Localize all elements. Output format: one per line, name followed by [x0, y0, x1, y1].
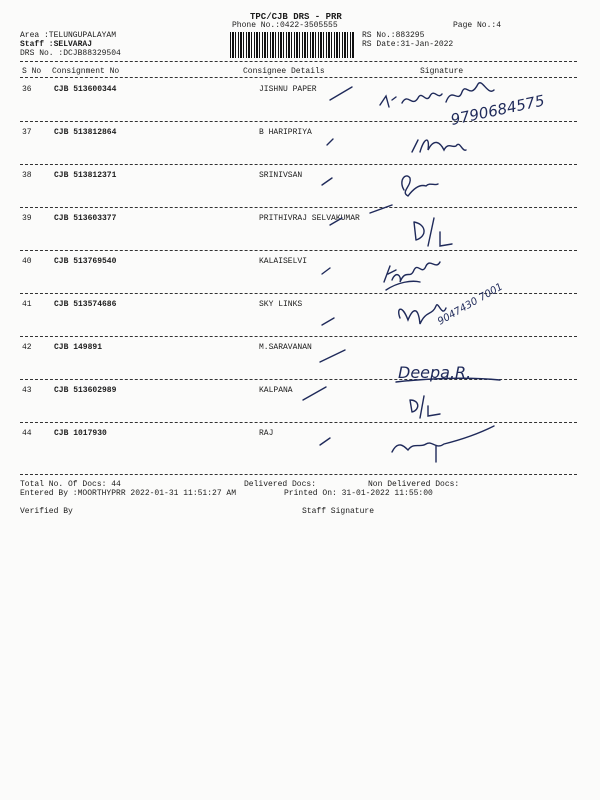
staff-label: Staff :SELVARAJ	[20, 40, 93, 49]
row-consignment-number: CJB 513812864	[54, 128, 117, 137]
area-label: Area :TELUNGUPALAYAM	[20, 31, 117, 40]
row-consignment-number: CJB 513812371	[54, 171, 117, 180]
signature-phone-text: 9790684575	[449, 91, 547, 129]
col-consignee: Consignee Details	[243, 67, 325, 76]
row-consignee-name: B HARIPRIYA	[259, 128, 312, 137]
row-consignment-number: CJB 513769540	[54, 257, 117, 266]
barcode	[230, 32, 354, 58]
total-docs: Total No. Of Docs: 44	[20, 480, 121, 489]
row-divider	[20, 207, 577, 208]
row-divider	[20, 336, 577, 337]
drs-number: DRS No. :DCJB88329504	[20, 49, 121, 58]
footer-divider	[20, 474, 577, 475]
row-consignee-name: KALAISELVI	[259, 257, 308, 266]
row-consignee-name: KALPANA	[259, 386, 293, 395]
row-consignee-name: JISHNU PAPER	[259, 85, 317, 94]
row-serial-number: 41	[22, 300, 32, 309]
row-serial-number: 42	[22, 343, 32, 352]
row-divider	[20, 121, 577, 122]
header-divider-top	[20, 61, 577, 62]
col-sno: S No	[22, 67, 42, 76]
row-serial-number: 40	[22, 257, 32, 266]
verified-by-label: Verified By	[20, 507, 73, 516]
page-number: Page No.:4	[453, 21, 502, 30]
row-divider	[20, 250, 577, 251]
row-serial-number: 43	[22, 386, 32, 395]
row-consignee-name: RAJ	[259, 429, 274, 438]
delivered-docs: Delivered Docs:	[244, 480, 317, 489]
row-serial-number: 38	[22, 171, 32, 180]
row-divider	[20, 379, 577, 380]
row-consignee-name: SRINIVSAN	[259, 171, 303, 180]
col-consignment: Consignment No	[52, 67, 120, 76]
row-consignment-number: CJB 513603377	[54, 214, 117, 223]
signature-deepa-text: Deepa.R.	[398, 363, 472, 382]
row-divider	[20, 164, 577, 165]
rs-number: RS No.:883295	[362, 31, 425, 40]
row-serial-number: 39	[22, 214, 32, 223]
row-consignee-name: SKY LINKS	[259, 300, 303, 309]
row-consignment-number: CJB 513600344	[54, 85, 117, 94]
rs-date: RS Date:31-Jan-2022	[362, 40, 454, 49]
row-consignment-number: CJB 1017930	[54, 429, 107, 438]
row-consignment-number: CJB 149891	[54, 343, 103, 352]
printed-on: Printed On: 31-01-2022 11:55:00	[284, 489, 433, 498]
entered-by: Entered By :MOORTHYPRR 2022-01-31 11:51:27 AM	[20, 489, 237, 498]
row-serial-number: 36	[22, 85, 32, 94]
row-consignment-number: CJB 513574686	[54, 300, 117, 309]
staff-signature-label: Staff Signature	[302, 507, 375, 516]
phone-number: Phone No.:0422-3505555	[232, 21, 338, 30]
row-consignee-name: M.SARAVANAN	[259, 343, 312, 352]
row-divider	[20, 293, 577, 294]
header-divider-bottom	[20, 77, 577, 78]
col-signature: Signature	[420, 67, 464, 76]
row-serial-number: 37	[22, 128, 32, 137]
non-delivered-docs: Non Delivered Docs:	[368, 480, 460, 489]
row-consignee-name: PRITHIVRAJ SELVAKUMAR	[259, 214, 360, 223]
document-title: TPC/CJB DRS - PRR	[250, 12, 342, 22]
row-serial-number: 44	[22, 429, 32, 438]
signature-numbers-text: 9047430 7001	[436, 281, 505, 328]
row-consignment-number: CJB 513602989	[54, 386, 117, 395]
row-divider	[20, 422, 577, 423]
